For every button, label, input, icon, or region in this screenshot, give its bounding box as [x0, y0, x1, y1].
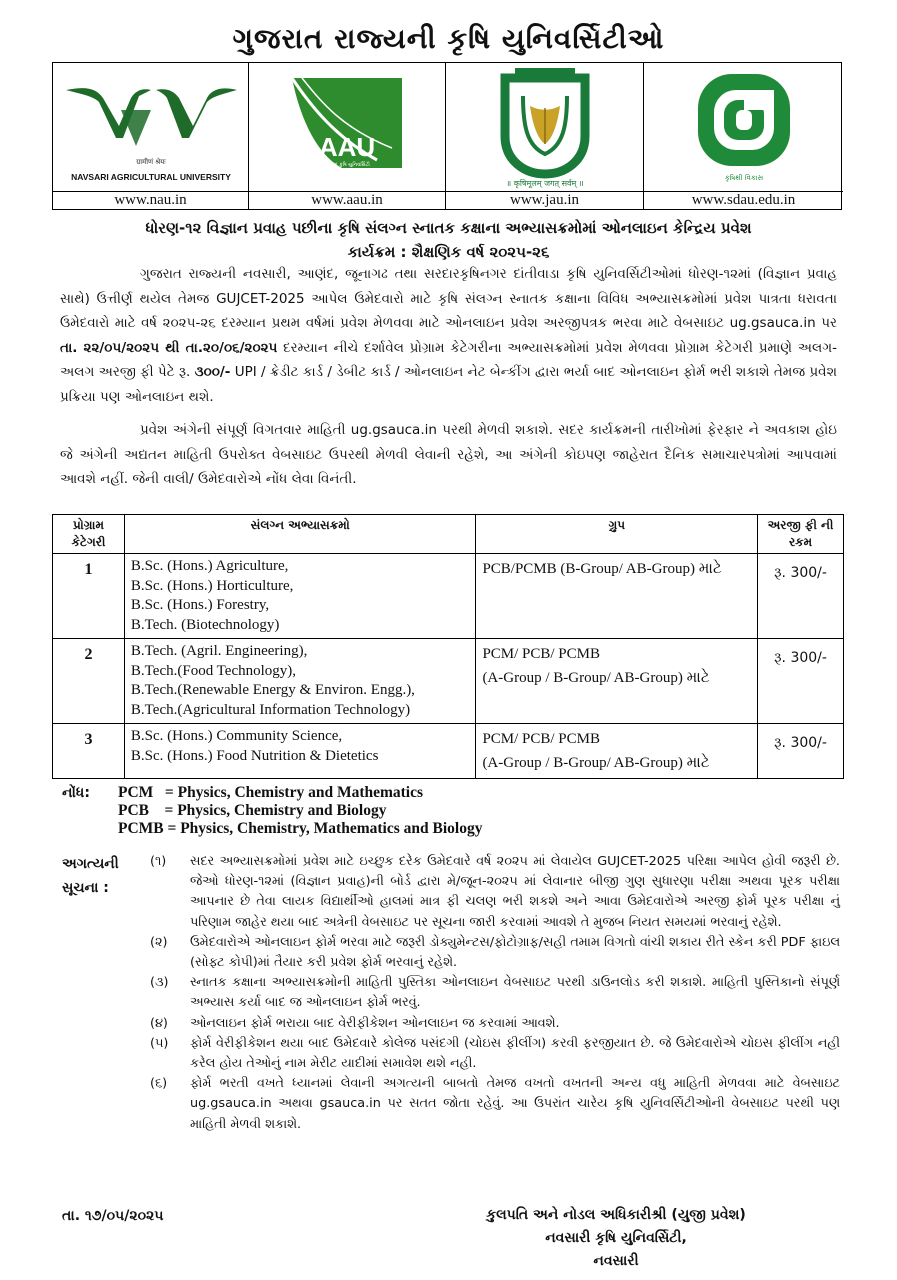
- instruction-item: [150, 933, 840, 973]
- important-label-line1: અગત્યની: [62, 856, 119, 872]
- group-line: PCM/ PCB/ PCMB: [482, 646, 600, 662]
- svg-text:કૃષિથી વિકાસ: કૃષિથી વિકાસ: [724, 174, 763, 182]
- instruction-number: (૪): [150, 1015, 168, 1031]
- signatory-city: નવસારી: [593, 1253, 639, 1269]
- instruction-text: સદર અભ્યાસક્રમોમાં પ્રવેશ માટે ઇચ્છુક દરેક ઉમેદવારે વર્ષ ૨૦૨૫ માં લેવાયેલ GUJCET-2025 પરિક્ષા આપેલ હોવી જરૂરી છે. જેઓ ધોરણ-૧૨માં (વિજ્ઞાન પ્રવાહ)ની બોર્ડ દ્વારા મે/જૂન-૨૦૨૫ માં લેવાનાર બીજી ગુણ સુધારણા પરીક્ષા અથવા પૂરક પરીક્ષા આપનાર છે તેવા લાયક વિદ્યાર્થીઓ હાલમાં માત્ર ફી ચલણ ભરી શકશે અને આવા ઉમેદવારોએ અરજી ફોર્મ પૂરક પરીક્ષા નું પરિણામ જાહેર થયા બાદ અત્રેની વેબસાઇટ પર સૂચના જારી કરવામાં આવશે તે મુજબ નિયત સમયમાં ભરવાનું રહેશે.: [190, 854, 840, 930]
- course-item: B.Tech. (Biotechnology): [130, 616, 280, 633]
- abbreviation-notes: [62, 784, 482, 838]
- intro-text-b: દરમ્યાન નીચે દર્શાવેલ પ્રોગ્રામ કેટેગરીના અભ્યાસક્રમોમાં પ્રવેશ મેળવવા પ્રોગ્રામ કેટેગરી પ્રમાણે અલગ-અલગ અરજી ફી પેટે રૂ.: [60, 339, 837, 380]
- svg-text:॥ कृषिमूलम् जगत् सर्वम् ॥: ॥ कृषिमूलम् जगत् सर्वम् ॥: [505, 179, 584, 188]
- nau-url-link[interactable]: www.nau.in: [53, 191, 248, 209]
- nau-logo-caption: NAVSARI AGRICULTURAL UNIVERSITY: [70, 172, 231, 182]
- notice-heading-line1: ધોરણ-૧૨ વિજ્ઞાન પ્રવાહ પછીના કૃષિ સંલગ્ન સ્નાતક કક્ષાના અભ્યાસક્રમોમાં ઓનલાઇન કેન્દ્રિય પ્રવેશ: [145, 219, 752, 237]
- intro-paragraph: [60, 262, 837, 409]
- nau-logo: [53, 63, 248, 193]
- info-paragraph: [60, 418, 837, 492]
- logo-cell-nau: [53, 63, 249, 209]
- jau-url-link[interactable]: www.jau.in: [446, 191, 643, 209]
- instruction-number: (૨): [150, 934, 168, 950]
- abbreviation-item: PCM = Physics, Chemistry and Mathematics: [118, 784, 424, 801]
- abbreviation-item: PCMB = Physics, Chemistry, Mathematics and Biology: [118, 820, 483, 837]
- aau-url-link[interactable]: www.aau.in: [249, 191, 445, 209]
- abbreviation-item: PCB = Physics, Chemistry and Biology: [118, 802, 387, 819]
- instruction-text: સ્નાતક કક્ષાના અભ્યાસક્રમોની માહિતી પુસ્તિકા ઓનલાઇન વેબસાઇટ પરથી ડાઉનલોડ કરી શકાશે. માહિતી પુસ્તિકાનો સંપૂર્ણ અભ્યાસ કર્યા બાદ જ ઓનલાઇન ફોર્મ ભરવું.: [190, 975, 840, 1011]
- group-line: PCM/ PCB/ PCMB: [482, 731, 600, 747]
- course-list: [124, 554, 476, 639]
- signatory-block: [436, 1204, 796, 1273]
- course-item: B.Sc. (Hons.) Community Science,: [130, 728, 343, 744]
- instruction-number: (૩): [150, 975, 169, 991]
- logo-cell-sdau: [644, 63, 843, 209]
- table-row: [53, 724, 844, 779]
- important-instructions-list: [150, 852, 840, 1135]
- aau-logo: [249, 63, 445, 193]
- course-item: B.Sc. (Hons.) Horticulture,: [130, 577, 294, 594]
- fee-amount: રૂ. 300/-: [758, 554, 844, 639]
- header-program-category: પ્રોગ્રામ કેટેગરી: [53, 515, 125, 554]
- instruction-text: ફોર્મ ભરતી વખતે ધ્યાનમાં લેવાની અગત્યની બાબતો તેમજ વખતો વખતની અન્ય વધુ માહિતી મેળવવા માટે વેબસાઇટ ug.gsauca.in અથવા gsauca.in પર સતત જોતા રહેવું. આ ઉપરાંત ચારેય કૃષિ યુનિવર્સિટીઓની વેબસાઇટ પરથી પણ માહિતી મેળવી શકાશે.: [190, 1076, 840, 1132]
- important-label-line2: સૂચના :: [62, 880, 109, 896]
- fee-amount: રૂ. 300/-: [758, 639, 844, 724]
- group-line: PCB/PCMB (B-Group/ AB-Group) માટે: [482, 561, 722, 577]
- course-item: B.Sc. (Hons.) Agriculture,: [130, 558, 289, 574]
- instruction-item: [150, 1074, 840, 1135]
- table-row: [53, 554, 844, 639]
- instruction-number: (૬): [150, 1076, 168, 1092]
- signatory-title: કુલપતિ અને નોડલ અધિકારીશ્રી (યુજી પ્રવેશ): [486, 1207, 746, 1223]
- header-group: ગ્રુપ: [476, 515, 758, 554]
- course-list: [124, 639, 476, 724]
- program-table: [52, 514, 844, 779]
- group-line: (A-Group / B-Group/ AB-Group) માટે: [482, 670, 710, 686]
- fee-amount: રૂ. 300/-: [758, 724, 844, 779]
- instruction-number: (૫): [150, 1035, 169, 1051]
- intro-fee: ૩૦૦/-: [194, 364, 231, 380]
- course-item: B.Tech. (Agril. Engineering),: [130, 643, 308, 659]
- svg-text:ग्रामीणं श्रेयः: ग्रामीणं श्रेयः: [135, 158, 166, 166]
- program-category: 1: [53, 554, 125, 639]
- page-title: ગુજરાત રાજ્યની કૃષિ યુનિવર્સિટીઓ: [232, 22, 665, 55]
- header-courses: સંલગ્ન અભ્યાસક્રમો: [124, 515, 476, 554]
- program-category: 3: [53, 724, 125, 779]
- notice-heading-line2: કાર્યક્રમ : શૈક્ષણિક વર્ષ ૨૦૨૫-૨૬: [347, 243, 550, 261]
- university-logos: [52, 62, 842, 210]
- intro-text-a: ગુજરાત રાજ્યની નવસારી, આણંદ, જૂનાગઢ તથા સરદારકૃષિનગર દાંતીવાડા કૃષિ યુનિવર્સિટીઓમાં ધોરણ-૧૨માં (વિજ્ઞાન પ્રવાહ સાથે) ઉત્તીર્ણ થયેલ તેમજ GUJCET-2025 આપેલ ઉમેદવારો માટે કૃષિ સંલગ્ન સ્નાતક કક્ષાના વિવિધ અભ્યાસક્રમોમાં પ્રવેશ પાત્રતા ધરાવતા ઉમેદવારો માટે વર્ષ ૨૦૨૫-૨૬ દરમ્યાન પ્રથમ વર્ષમાં પ્રવેશ મેળવવા માટે ઓનલાઇન પ્રવેશ અરજીપત્રક ભરવા માટે વેબસાઇટ ug.gsauca.in પર: [60, 266, 837, 331]
- course-item: B.Sc. (Hons.) Food Nutrition & Dietetics: [130, 747, 379, 764]
- instruction-item: [150, 973, 840, 1013]
- group-line: (A-Group / B-Group/ AB-Group) માટે: [482, 755, 710, 771]
- intro-date-range: તા. ૨૨/૦૫/૨૦૨૫ થી તા.૨૦/૦૬/૨૦૨૫: [60, 339, 278, 356]
- instruction-item: [150, 1014, 840, 1034]
- table-row: [53, 639, 844, 724]
- course-list: [124, 724, 476, 779]
- aau-logo-text: AAU: [318, 132, 376, 162]
- group-cell: [476, 554, 758, 639]
- signatory-university: નવસારી કૃષિ યુનિવર્સિટી,: [545, 1230, 687, 1246]
- instruction-item: [150, 1034, 840, 1074]
- course-item: B.Tech.(Renewable Energy & Environ. Engg.),: [130, 682, 415, 698]
- notice-heading: [40, 216, 857, 264]
- course-item: B.Tech.(Food Technology),: [130, 662, 297, 679]
- sdau-logo: [644, 63, 843, 193]
- program-category: 2: [53, 639, 125, 724]
- instruction-text: ઓનલાઇન ફોર્મ ભરાયા બાદ વેરીફીકેશન ઓનલાઇન જ કરવામાં આવશે.: [190, 1015, 560, 1031]
- header-fee: અરજી ફી ની રકમ: [758, 515, 844, 554]
- instruction-text: ફોર્મ વેરીફીકેશન થયા બાદ ઉમેદવારે કોલેજ પસંદગી (ચોઇસ ફીલીંગ) કરવી ફરજીયાત છે. જે ઉમેદવારોએ ચોઇસ ફીલીંગ નહી કરેલ હોય તેઓનું નામ મેરીટ યાદીમાં સમાવેશ થશે નહી.: [190, 1035, 840, 1072]
- logo-cell-aau: [249, 63, 446, 209]
- jau-logo: [446, 63, 643, 193]
- group-cell: [476, 724, 758, 779]
- table-header-row: [53, 515, 844, 554]
- instruction-item: [150, 852, 840, 933]
- sdau-url-link[interactable]: www.sdau.edu.in: [644, 191, 843, 209]
- intro-text-c: UPI / ક્રેડીટ કાર્ડ / ડેબીટ કાર્ડ / ઓનલાઇન નેટ બેન્કીંગ દ્વારા ભર્યા બાદ ઓનલાઇન ફોર્મ ભરી શકાશે તેમજ પ્રવેશ પ્રક્રિયા પણ ઓનલાઇન થશે.: [60, 364, 837, 405]
- notes-label: નોંધ:: [62, 785, 90, 801]
- logo-cell-jau: [446, 63, 644, 209]
- instruction-number: (૧): [150, 854, 167, 869]
- course-item: B.Tech.(Agricultural Information Technology): [130, 701, 411, 718]
- issue-date: તા. ૧૭/૦૫/૨૦૨૫: [62, 1208, 164, 1224]
- course-item: B.Sc. (Hons.) Forestry,: [130, 597, 270, 613]
- group-cell: [476, 639, 758, 724]
- info-text: પ્રવેશ અંગેની સંપૂર્ણ વિગતવાર માહિતી ug.gsauca.in પરથી મેળવી શકાશે. સદર કાર્યક્રમની તારીખોમાં ફેરફાર ને અવકાશ હોઇ જે અંગેની અદ્યતન માહિતી ઉપરોક્ત વેબસાઇટ ઉપરથી મેળવી લેવાની રહેશે, આ અંગેની કોઇપણ જાહેરાત દૈનિક સમાચારપત્રોમાં આપવામાં આવશે નહીં. જેની વાલી/ ઉમેદવારોએ નોંધ લેવા વિનંતી.: [60, 422, 837, 487]
- important-instructions-label: [62, 852, 119, 900]
- svg-text:આણંદ કૃષિ યુનિવર્સિટી: આણંદ કૃષિ યુનિવર્સિટી: [324, 162, 370, 168]
- instruction-text: ઉમેદવારોએ ઓનલાઇન ફોર્મ ભરવા માટે જરૂરી ડોક્યુમેન્ટસ/ફોટોગ્રાફ/સહી તમામ વિગતો વાંચી શકાય રીતે સ્કેન કરી PDF ફાઇલ (સોફ્ટ કોપી)માં તૈયાર કરી પ્રવેશ ફોર્મ ભરવાનું રહેશે.: [190, 934, 840, 971]
